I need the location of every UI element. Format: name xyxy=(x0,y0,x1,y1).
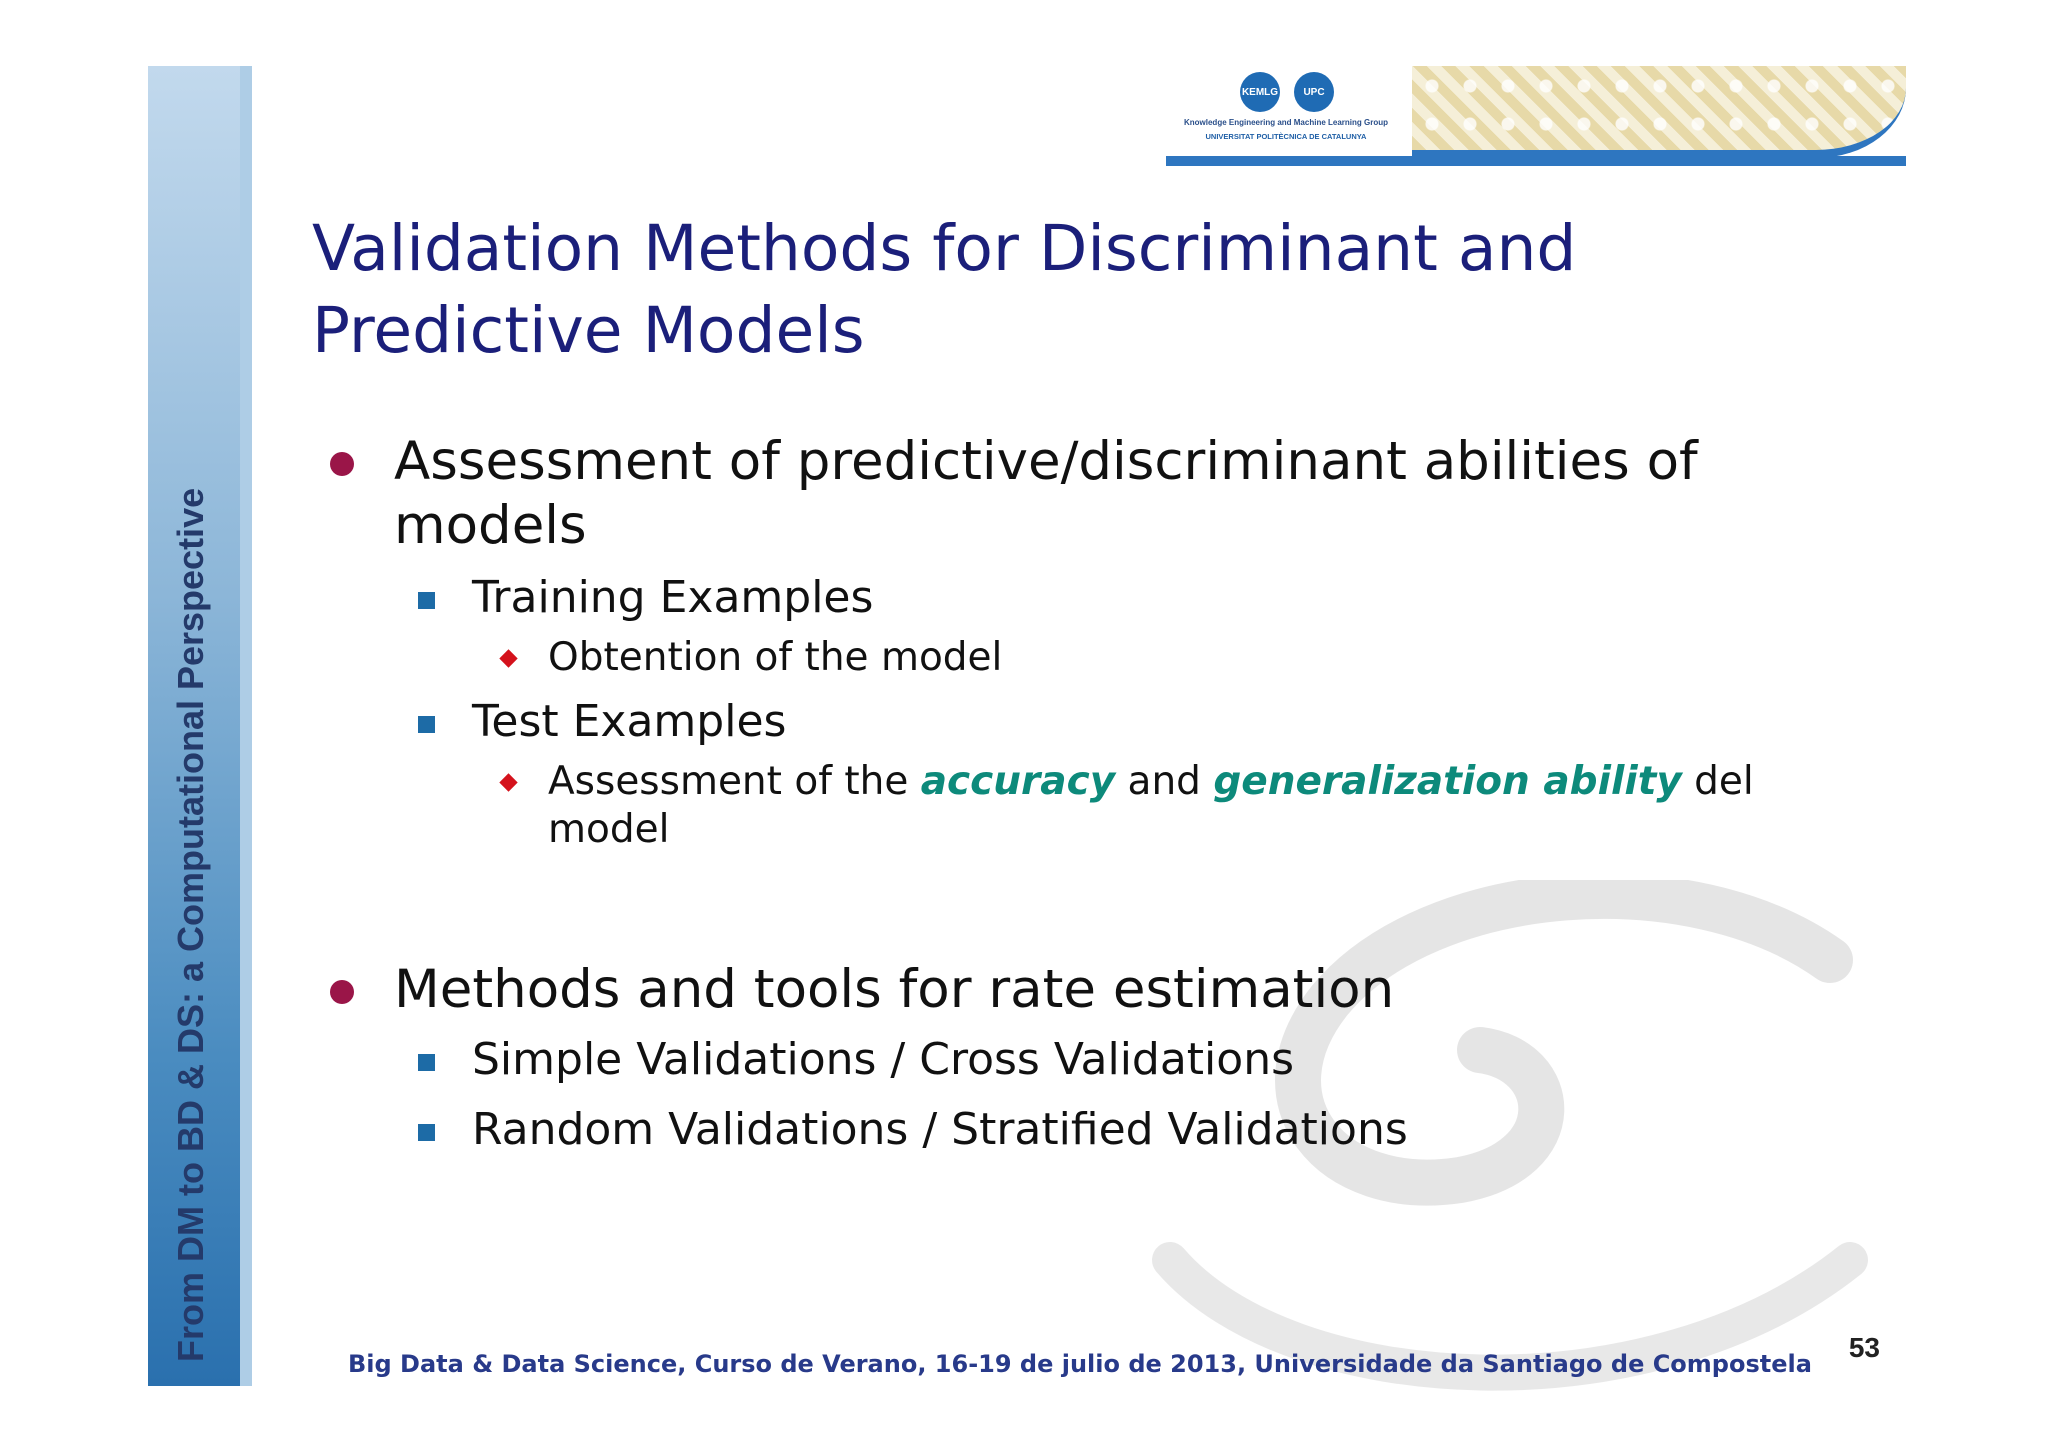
square-bullet-icon xyxy=(418,716,435,733)
sub-bullet-text: Random Validations / Stratified Validations xyxy=(472,1104,1408,1155)
footer-text: Big Data & Data Science, Curso de Verano, 16-19 de julio de 2013, Universidade da Santiago de Compostela xyxy=(348,1350,1812,1378)
sub-bullet-text: Simple Validations / Cross Validations xyxy=(472,1034,1295,1085)
logo-icons xyxy=(1240,72,1334,112)
kemlg-logo-icon: KEMLG xyxy=(1240,72,1280,112)
diamond-bullet-icon xyxy=(499,649,517,667)
slide-title: Validation Methods for Discriminant and Predictive Models xyxy=(312,212,1577,367)
page-number: 53 xyxy=(1848,1332,1880,1363)
square-bullet-icon xyxy=(418,1054,435,1071)
logo-group-name: Knowledge Engineering and Machine Learning Group xyxy=(1183,118,1388,127)
square-bullet-icon xyxy=(418,592,435,609)
sub-bullet-text: Training Examples xyxy=(472,572,874,623)
sub-bullet-text: Test Examples xyxy=(472,696,787,747)
bullet-text: Methods and tools for rate estimation xyxy=(394,959,1395,1020)
upc-logo-icon: UPC xyxy=(1294,72,1334,112)
logo-decorative-banner xyxy=(1412,66,1906,158)
sub-sub-bullet-text: Obtention of the model xyxy=(548,635,1003,680)
left-sidebar-band: From DM to BD & DS: a Computational Perspective xyxy=(148,66,252,1386)
bullet-text: Assessment of predictive/discriminant abilities of models xyxy=(394,431,1698,556)
circle-bullet-icon xyxy=(330,980,354,1004)
logo-university-name: UNIVERSITAT POLITÈCNICA DE CATALUNYA xyxy=(1205,132,1367,141)
sub-sub-bullet-text: Assessment of the accuracy and generalization ability del model xyxy=(548,759,1754,852)
header-logo xyxy=(1166,66,1906,166)
circle-bullet-icon xyxy=(330,452,354,476)
emphasis-generalization: generalization ability xyxy=(1213,759,1682,804)
logo-underline-bar xyxy=(1166,156,1906,166)
diamond-bullet-icon xyxy=(499,773,517,791)
square-bullet-icon xyxy=(418,1124,435,1141)
emphasis-accuracy: accuracy xyxy=(920,759,1116,804)
